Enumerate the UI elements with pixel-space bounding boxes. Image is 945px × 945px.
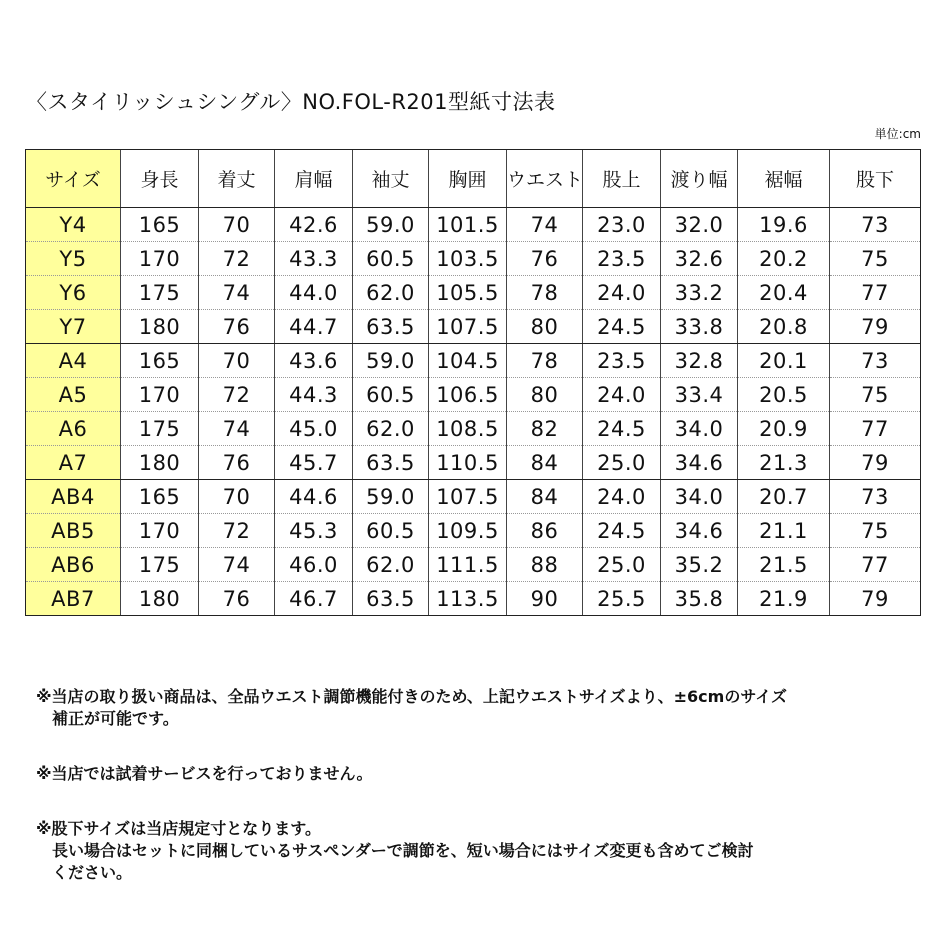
table-cell: 45.7 xyxy=(275,446,353,480)
table-cell: 74 xyxy=(199,548,275,582)
table-cell: 77 xyxy=(830,412,921,446)
size-cell: AB5 xyxy=(26,514,121,548)
table-row xyxy=(26,378,921,412)
size-cell: Y7 xyxy=(26,310,121,344)
table-row xyxy=(26,446,921,480)
table-cell: 180 xyxy=(121,582,199,616)
table-cell: 25.0 xyxy=(583,548,661,582)
table-cell: 79 xyxy=(830,582,921,616)
table-cell: 32.8 xyxy=(661,344,738,378)
table-cell: 19.6 xyxy=(738,208,830,242)
table-row xyxy=(26,276,921,310)
table-cell: 45.3 xyxy=(275,514,353,548)
table-row xyxy=(26,412,921,446)
table-cell: 25.5 xyxy=(583,582,661,616)
table-cell: 34.0 xyxy=(661,480,738,514)
table-cell: 34.0 xyxy=(661,412,738,446)
size-cell: A5 xyxy=(26,378,121,412)
unit-label: 単位:cm xyxy=(874,127,921,141)
table-cell: 76 xyxy=(507,242,583,276)
table-cell: 110.5 xyxy=(429,446,507,480)
table-cell: 104.5 xyxy=(429,344,507,378)
table-cell: 78 xyxy=(507,276,583,310)
table-row xyxy=(26,310,921,344)
size-cell: AB7 xyxy=(26,582,121,616)
size-cell: AB4 xyxy=(26,480,121,514)
table-cell: 165 xyxy=(121,208,199,242)
table-cell: 21.9 xyxy=(738,582,830,616)
table-cell: 84 xyxy=(507,480,583,514)
size-cell: Y6 xyxy=(26,276,121,310)
table-cell: 33.8 xyxy=(661,310,738,344)
table-cell: 107.5 xyxy=(429,480,507,514)
table-cell: 62.0 xyxy=(353,412,429,446)
table-cell: 70 xyxy=(199,208,275,242)
table-cell: 24.0 xyxy=(583,480,661,514)
table-cell: 45.0 xyxy=(275,412,353,446)
table-cell: 60.5 xyxy=(353,378,429,412)
table-row xyxy=(26,582,921,616)
table-row xyxy=(26,548,921,582)
table-cell: 20.9 xyxy=(738,412,830,446)
table-cell: 34.6 xyxy=(661,514,738,548)
table-cell: 44.6 xyxy=(275,480,353,514)
table-cell: 63.5 xyxy=(353,310,429,344)
table-cell: 24.0 xyxy=(583,276,661,310)
header-chest: 胸囲 xyxy=(429,150,507,208)
table-cell: 33.2 xyxy=(661,276,738,310)
table-cell: 62.0 xyxy=(353,548,429,582)
table-cell: 23.5 xyxy=(583,242,661,276)
table-cell: 77 xyxy=(830,548,921,582)
table-cell: 59.0 xyxy=(353,480,429,514)
table-cell: 59.0 xyxy=(353,344,429,378)
table-cell: 76 xyxy=(199,310,275,344)
table-cell: 60.5 xyxy=(353,514,429,548)
table-cell: 73 xyxy=(830,208,921,242)
table-cell: 170 xyxy=(121,378,199,412)
table-cell: 35.8 xyxy=(661,582,738,616)
table-cell: 101.5 xyxy=(429,208,507,242)
table-cell: 72 xyxy=(199,242,275,276)
header-thigh-width: 渡り幅 xyxy=(661,150,738,208)
note-line: 長い場合はセットに同梱しているサスペンダーで調節を、短い場合にはサイズ変更も含めてご検討 xyxy=(52,841,754,860)
header-rise: 股上 xyxy=(583,150,661,208)
table-cell: 32.0 xyxy=(661,208,738,242)
table-cell: 78 xyxy=(507,344,583,378)
size-cell: AB6 xyxy=(26,548,121,582)
table-cell: 42.6 xyxy=(275,208,353,242)
table-cell: 32.6 xyxy=(661,242,738,276)
table-cell: 175 xyxy=(121,276,199,310)
size-cell: Y5 xyxy=(26,242,121,276)
header-size: サイズ xyxy=(26,150,121,208)
table-cell: 165 xyxy=(121,344,199,378)
table-cell: 35.2 xyxy=(661,548,738,582)
note xyxy=(36,818,787,884)
table-cell: 43.6 xyxy=(275,344,353,378)
table-cell: 111.5 xyxy=(429,548,507,582)
table-row xyxy=(26,514,921,548)
note xyxy=(36,686,787,730)
table-cell: 165 xyxy=(121,480,199,514)
table-cell: 21.1 xyxy=(738,514,830,548)
table-cell: 59.0 xyxy=(353,208,429,242)
table-cell: 74 xyxy=(199,276,275,310)
table-cell: 21.3 xyxy=(738,446,830,480)
table-cell: 24.5 xyxy=(583,514,661,548)
table-cell: 63.5 xyxy=(353,582,429,616)
table-cell: 70 xyxy=(199,480,275,514)
notes-section xyxy=(36,686,787,917)
header-height: 身長 xyxy=(121,150,199,208)
table-cell: 82 xyxy=(507,412,583,446)
table-cell: 84 xyxy=(507,446,583,480)
table-cell: 20.5 xyxy=(738,378,830,412)
size-cell: A4 xyxy=(26,344,121,378)
table-cell: 170 xyxy=(121,514,199,548)
table-cell: 113.5 xyxy=(429,582,507,616)
table-cell: 24.0 xyxy=(583,378,661,412)
size-cell: Y4 xyxy=(26,208,121,242)
table-row xyxy=(26,208,921,242)
table-cell: 76 xyxy=(199,582,275,616)
table-cell: 108.5 xyxy=(429,412,507,446)
table-cell: 20.1 xyxy=(738,344,830,378)
table-cell: 20.4 xyxy=(738,276,830,310)
table-cell: 20.2 xyxy=(738,242,830,276)
table-cell: 90 xyxy=(507,582,583,616)
table-cell: 73 xyxy=(830,480,921,514)
table-cell: 72 xyxy=(199,378,275,412)
table-cell: 76 xyxy=(199,446,275,480)
page-title: 〈スタイリッシュシングル〉NO.FOL-R201型紙寸法表 xyxy=(26,90,556,114)
table-cell: 86 xyxy=(507,514,583,548)
note-line: 補正が可能です。 xyxy=(52,709,179,728)
size-table xyxy=(25,149,921,616)
table-cell: 24.5 xyxy=(583,310,661,344)
table-cell: 33.4 xyxy=(661,378,738,412)
header-inseam: 股下 xyxy=(830,150,921,208)
header-sleeve-length: 袖丈 xyxy=(353,150,429,208)
table-cell: 80 xyxy=(507,310,583,344)
table-cell: 106.5 xyxy=(429,378,507,412)
table-cell: 20.7 xyxy=(738,480,830,514)
note-line: ください。 xyxy=(52,863,133,882)
table-cell: 25.0 xyxy=(583,446,661,480)
table-cell: 75 xyxy=(830,242,921,276)
header-shoulder-width: 肩幅 xyxy=(275,150,353,208)
table-cell: 23.5 xyxy=(583,344,661,378)
table-cell: 77 xyxy=(830,276,921,310)
table-cell: 74 xyxy=(507,208,583,242)
table-cell: 170 xyxy=(121,242,199,276)
table-cell: 44.3 xyxy=(275,378,353,412)
table-body xyxy=(26,208,921,616)
size-cell: A7 xyxy=(26,446,121,480)
table-cell: 79 xyxy=(830,446,921,480)
table-cell: 62.0 xyxy=(353,276,429,310)
table-row xyxy=(26,242,921,276)
note-line: ※当店の取り扱い商品は、全品ウエスト調節機能付きのため、上記ウエストサイズより、±6cmのサイズ xyxy=(36,687,788,706)
note-line: ※股下サイズは当店規定寸となります。 xyxy=(36,819,321,838)
table-cell: 107.5 xyxy=(429,310,507,344)
table-cell: 103.5 xyxy=(429,242,507,276)
table-row xyxy=(26,344,921,378)
table-cell: 75 xyxy=(830,378,921,412)
table-row xyxy=(26,480,921,514)
header-hem-width: 裾幅 xyxy=(738,150,830,208)
header-waist: ウエスト xyxy=(507,150,583,208)
table-cell: 175 xyxy=(121,548,199,582)
table-cell: 70 xyxy=(199,344,275,378)
size-cell: A6 xyxy=(26,412,121,446)
table-cell: 60.5 xyxy=(353,242,429,276)
table-cell: 72 xyxy=(199,514,275,548)
table-cell: 175 xyxy=(121,412,199,446)
table-cell: 180 xyxy=(121,446,199,480)
table-cell: 74 xyxy=(199,412,275,446)
table-cell: 23.0 xyxy=(583,208,661,242)
table-cell: 79 xyxy=(830,310,921,344)
table-cell: 63.5 xyxy=(353,446,429,480)
table-cell: 73 xyxy=(830,344,921,378)
header-jacket-length: 着丈 xyxy=(199,150,275,208)
table-header-row xyxy=(26,150,921,208)
table-cell: 44.7 xyxy=(275,310,353,344)
table-cell: 34.6 xyxy=(661,446,738,480)
table-cell: 43.3 xyxy=(275,242,353,276)
table-cell: 24.5 xyxy=(583,412,661,446)
table-cell: 75 xyxy=(830,514,921,548)
table-cell: 88 xyxy=(507,548,583,582)
table-cell: 20.8 xyxy=(738,310,830,344)
table-cell: 46.0 xyxy=(275,548,353,582)
table-cell: 46.7 xyxy=(275,582,353,616)
note xyxy=(36,763,787,785)
note-line: ※当店では試着サービスを行っておりません。 xyxy=(36,764,373,783)
table-cell: 21.5 xyxy=(738,548,830,582)
table-cell: 109.5 xyxy=(429,514,507,548)
table-cell: 180 xyxy=(121,310,199,344)
table-cell: 80 xyxy=(507,378,583,412)
table-cell: 105.5 xyxy=(429,276,507,310)
table-cell: 44.0 xyxy=(275,276,353,310)
